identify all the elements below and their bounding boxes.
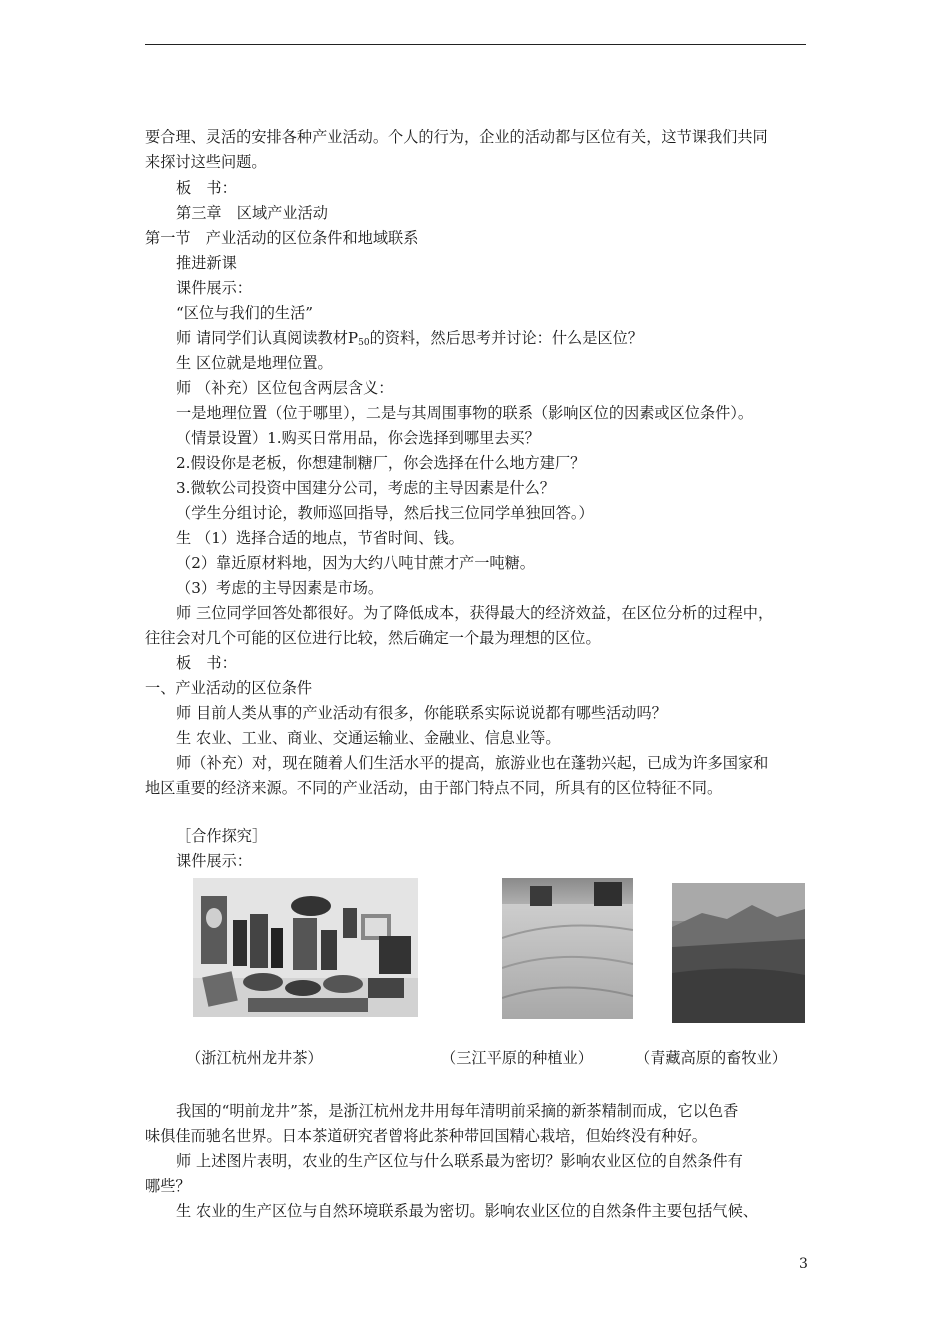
text-line: 往往会对几个可能的区位进行比较，然后确定一个最为理想的区位。	[145, 629, 601, 647]
page-subscript: 50	[358, 338, 370, 348]
text-line	[176, 328, 643, 353]
board-heading: 板 书：	[176, 654, 237, 672]
text-line: 课件展示：	[176, 852, 252, 870]
text-fragment: 的资料，然后思考并讨论：什么是区位？	[369, 329, 643, 347]
caption-farmland: （三江平原的种植业）	[441, 1049, 593, 1067]
text-line: “区位与我们的生活”	[176, 304, 314, 322]
text-line: （学生分组讨论，教师巡回指导，然后找三位同学单独回答。）	[176, 504, 594, 522]
farmland-photo	[502, 878, 633, 1019]
text-line: ［合作探究］	[176, 827, 268, 845]
text-line: 生 区位就是地理位置。	[176, 354, 333, 372]
section-title: 第一节 产业活动的区位条件和地域联系	[145, 229, 419, 247]
text-fragment: 师 请同学们认真阅读教材P	[176, 329, 359, 347]
text-line: 师（补充）对，现在随着人们生活水平的提高，旅游业也在蓬勃兴起，已成为许多国家和	[176, 754, 769, 772]
text-line: 师 三位同学回答处都很好。为了降低成本，获得最大的经济效益，在区位分析的过程中，	[176, 604, 774, 622]
page-number: 3	[799, 1256, 808, 1272]
text-line: 味俱佳而驰名世界。日本茶道研究者曾将此茶种带回国精心栽培，但始终没有种好。	[145, 1127, 707, 1145]
text-line: 地区重要的经济来源。不同的产业活动，由于部门特点不同，所具有的区位特征不同。	[145, 779, 723, 797]
header-rule	[145, 44, 806, 45]
subheading: 一、产业活动的区位条件	[145, 679, 313, 697]
plateau-photo	[672, 883, 805, 1023]
chapter-title: 第三章 区域产业活动	[176, 204, 328, 222]
text-line: 生 （1）选择合适的地点，节省时间、钱。	[176, 529, 464, 547]
text-line: 一是地理位置（位于哪里），二是与其周围事物的联系（影响区位的因素或区位条件）。	[176, 404, 754, 422]
text-line: 师 上述图片表明，农业的生产区位与什么联系最为密切？影响农业区位的自然条件有	[176, 1152, 743, 1170]
text-line: 要合理、灵活的安排各种产业活动。个人的行为，企业的活动都与区位有关，这节课我们共同	[145, 128, 768, 146]
board-heading: 板 书：	[176, 179, 237, 197]
text-line: 师 （补充）区位包含两层含义：	[176, 379, 394, 397]
text-line: 3.微软公司投资中国建分公司，考虑的主导因素是什么？	[176, 479, 555, 497]
text-line: 师 目前人类从事的产业活动有很多，你能联系实际说说都有哪些活动吗？	[176, 704, 667, 722]
text-line: 生 农业、工业、商业、交通运输业、金融业、信息业等。	[176, 729, 561, 747]
text-line: （2）靠近原材料地，因为大约八吨甘蔗才产一吨糖。	[176, 554, 535, 572]
tea-photo	[193, 878, 418, 1017]
text-line: 来探讨这些问题。	[145, 153, 267, 171]
text-line: 哪些？	[145, 1177, 191, 1195]
text-line: 我国的“明前龙井”茶，是浙江杭州龙井用每年清明前采摘的新茶精制而成，它以色香	[176, 1102, 739, 1120]
caption-tea: （浙江杭州龙井茶）	[186, 1049, 323, 1067]
text-line: （3）考虑的主导因素是市场。	[176, 579, 384, 597]
text-line: 课件展示：	[176, 279, 252, 297]
text-line: 生 农业的生产区位与自然环境联系最为密切。影响农业区位的自然条件主要包括气候、	[176, 1202, 758, 1220]
text-line: 2.假设你是老板，你想建制糖厂，你会选择在什么地方建厂？	[176, 454, 586, 472]
text-line: （情景设置）1.购买日常用品，你会选择到哪里去买？	[176, 429, 540, 447]
caption-plateau: （青藏高原的畜牧业）	[635, 1049, 787, 1067]
text-line: 推进新课	[176, 254, 237, 272]
